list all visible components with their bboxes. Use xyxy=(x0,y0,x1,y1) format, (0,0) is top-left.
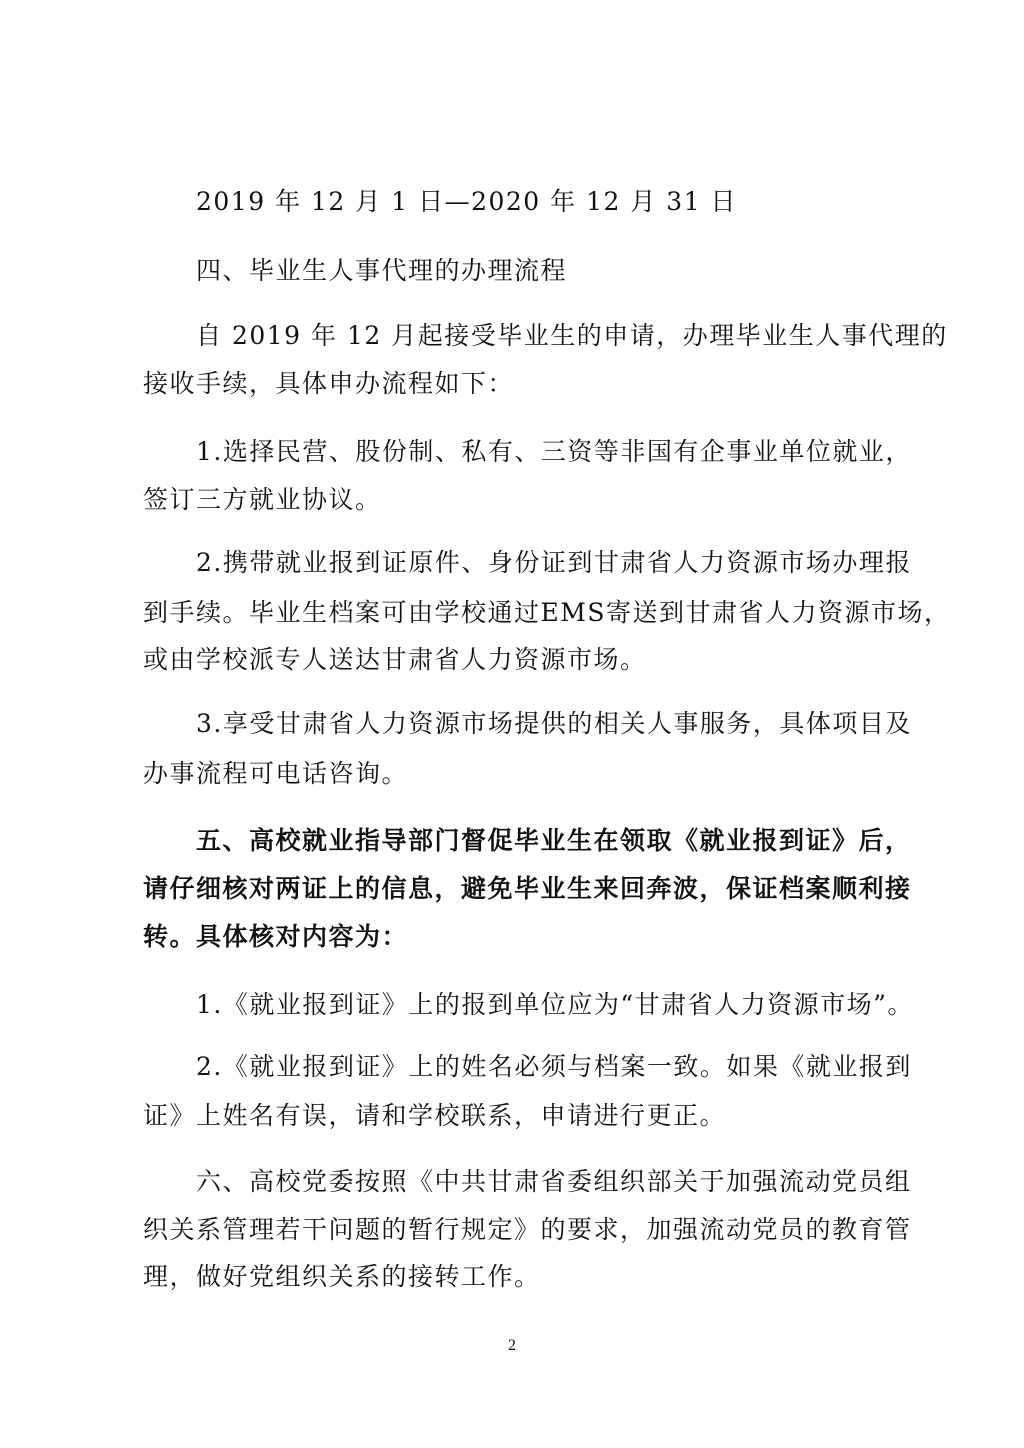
page-number: 2 xyxy=(508,1337,516,1354)
section-six-line: 织关系管理若干问题的暂行规定》的要求，加强流动党员的教育管 xyxy=(143,1215,912,1244)
list-item-line: 证》上姓名有误，请和学校联系，申请进行更正。 xyxy=(143,1101,727,1130)
list-item-line: 2.携带就业报到证原件、身份证到甘肃省人力资源市场办理报 xyxy=(143,548,912,577)
list-item-line: 办事流程可电话咨询。 xyxy=(143,759,409,788)
list-item-line: 2.《就业报到证》上的姓名必须与档案一致。如果《就业报到 xyxy=(143,1052,912,1081)
paragraph-line: 自 2019 年 12 月起接受毕业生的申请，办理毕业生人事代理的 xyxy=(143,321,948,350)
list-item-line: 或由学校派专人送达甘肃省人力资源市场。 xyxy=(143,645,647,674)
list-item-line: 到手续。毕业生档案可由学校通过EMS寄送到甘肃省人力资源市场， xyxy=(143,598,951,627)
list-item-line: 1.《就业报到证》上的报到单位应为“甘肃省人力资源市场”。 xyxy=(143,990,914,1019)
section-five-line: 转。具体核对内容为： xyxy=(143,922,409,951)
list-item-line: 签订三方就业协议。 xyxy=(143,485,382,514)
section-five-line: 请仔细核对两证上的信息，避免毕业生来回奔波，保证档案顺利接 xyxy=(143,874,912,903)
list-item-line: 3.享受甘肃省人力资源市场提供的相关人事服务，具体项目及 xyxy=(143,709,912,738)
section-six-line: 理，做好党组织关系的接转工作。 xyxy=(143,1262,541,1291)
list-item-line: 1.选择民营、股份制、私有、三资等非国有企事业单位就业， xyxy=(143,437,912,466)
section-five-line: 五、高校就业指导部门督促毕业生在领取《就业报到证》后， xyxy=(143,826,912,855)
paragraph-line: 接收手续，具体申办流程如下： xyxy=(143,369,515,398)
section-six-line: 六、高校党委按照《中共甘肃省委组织部关于加强流动党员组 xyxy=(143,1167,912,1196)
date-range-line: 2019 年 12 月 1 日—2020 年 12 月 31 日 xyxy=(143,187,738,216)
section-four-heading: 四、毕业生人事代理的办理流程 xyxy=(143,256,568,285)
